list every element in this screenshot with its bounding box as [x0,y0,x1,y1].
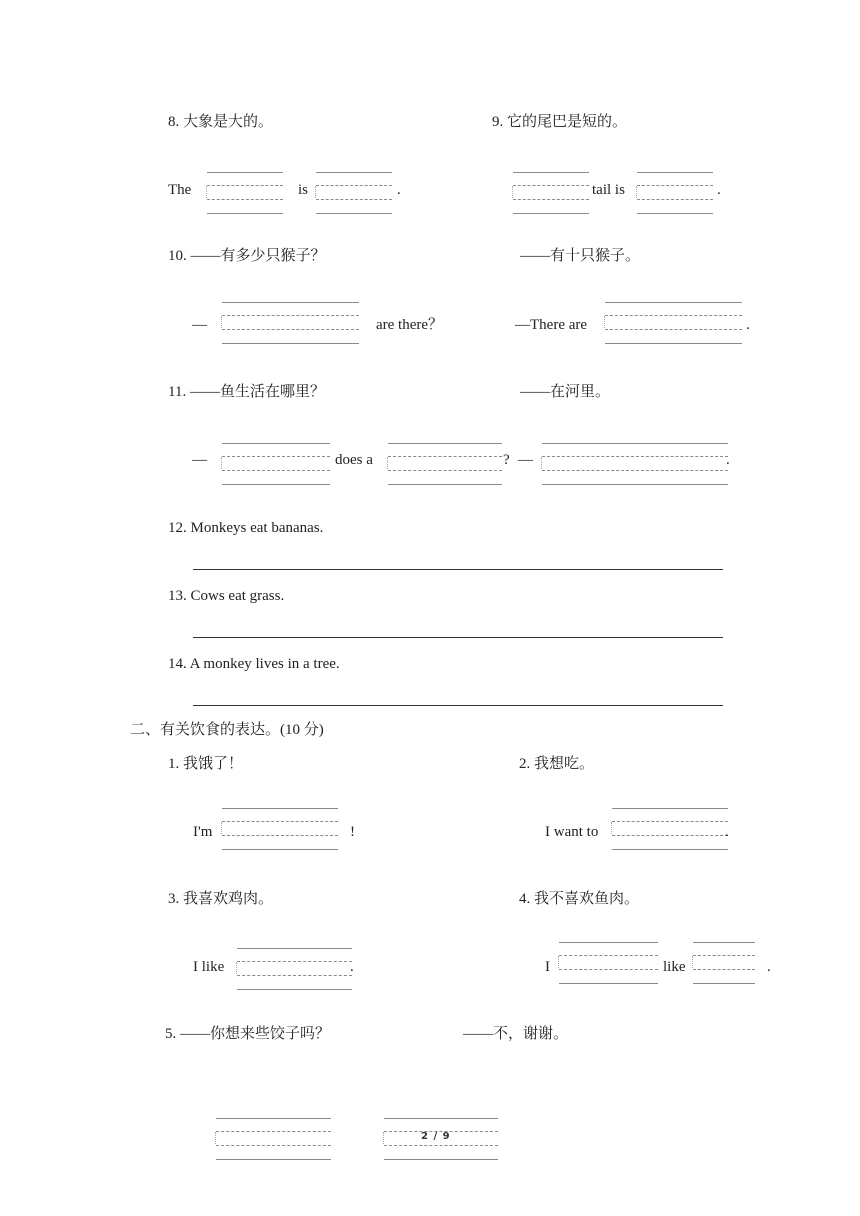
q11-writing-box-2[interactable] [388,443,502,485]
q8-writing-box-1[interactable] [207,172,283,214]
s2-i-want-to: I want to [545,824,599,840]
q14-sentence: 14. A monkey lives in a tree. [168,656,340,672]
q10-question-prompt: 10. ——有多少只猴子？ [168,248,326,264]
s4-writing-box-2[interactable] [693,942,755,984]
s4-word-i: I [545,959,550,975]
s3-prompt: 3. 我喜欢鸡肉。 [168,891,274,907]
q8-writing-box-2[interactable] [316,172,392,214]
q11-period: . [726,452,730,468]
q10-writing-box-2[interactable] [605,302,742,344]
q10-writing-box-1[interactable] [222,302,359,344]
s2-prompt: 2. 我想吃。 [519,756,595,772]
q10-are-there: are there？ [376,317,444,333]
q8-word-is: is [298,182,309,198]
q11-dash-2: — [518,452,533,468]
s2-writing-box[interactable] [612,808,728,850]
s3-i-like: I like [193,959,225,975]
s3-period: . [350,959,354,975]
q11-answer-prompt: ——在河里。 [520,384,611,400]
q11-does-a: does a [335,452,373,468]
s1-exclamation: ! [350,824,355,840]
s4-writing-box-1[interactable] [559,942,658,984]
q8-prompt: 8. 大象是大的。 [168,114,274,130]
s1-word-im: I'm [193,824,213,840]
q9-period: . [717,182,721,198]
q13-sentence: 13. Cows eat grass. [168,588,285,604]
q10-dash: — [192,317,207,333]
q9-prompt: 9. 它的尾巴是短的。 [492,114,628,130]
q8-word-the: The [168,182,192,198]
q11-question-prompt: 11. ——鱼生活在哪里？ [168,384,325,400]
q11-question-mark: ? [503,452,510,468]
s5-answer-prompt: ——不，谢谢。 [463,1026,569,1042]
q11-writing-box-1[interactable] [222,443,330,485]
q9-word-tail-is: tail is [592,182,625,198]
q13-answer-line[interactable] [193,637,723,638]
q10-period: . [746,317,750,333]
s3-writing-box[interactable] [237,948,352,990]
q9-writing-box-2[interactable] [637,172,713,214]
q11-writing-box-3[interactable] [542,443,728,485]
q9-writing-box-1[interactable] [513,172,589,214]
s2-period: . [725,824,729,840]
q12-sentence: 12. Monkeys eat bananas. [168,520,324,536]
q10-answer-prompt: ——有十只猴子。 [520,248,641,264]
q14-answer-line[interactable] [193,705,723,706]
q10-there-are: —There are [515,317,588,333]
page-number: 2 / 9 [421,1131,451,1142]
section-2-title: 二、有关饮食的表达。(10 分) [130,722,324,738]
s4-period: . [767,959,771,975]
s1-prompt: 1. 我饿了！ [168,756,244,772]
s4-prompt: 4. 我不喜欢鱼肉。 [519,891,640,907]
q8-period: . [397,182,401,198]
s5-question-prompt: 5. ——你想来些饺子吗？ [165,1026,331,1042]
q11-dash: — [192,452,207,468]
s1-writing-box[interactable] [222,808,338,850]
s4-word-like: like [663,959,686,975]
q12-answer-line[interactable] [193,569,723,570]
s5-writing-box-1[interactable] [216,1118,331,1160]
